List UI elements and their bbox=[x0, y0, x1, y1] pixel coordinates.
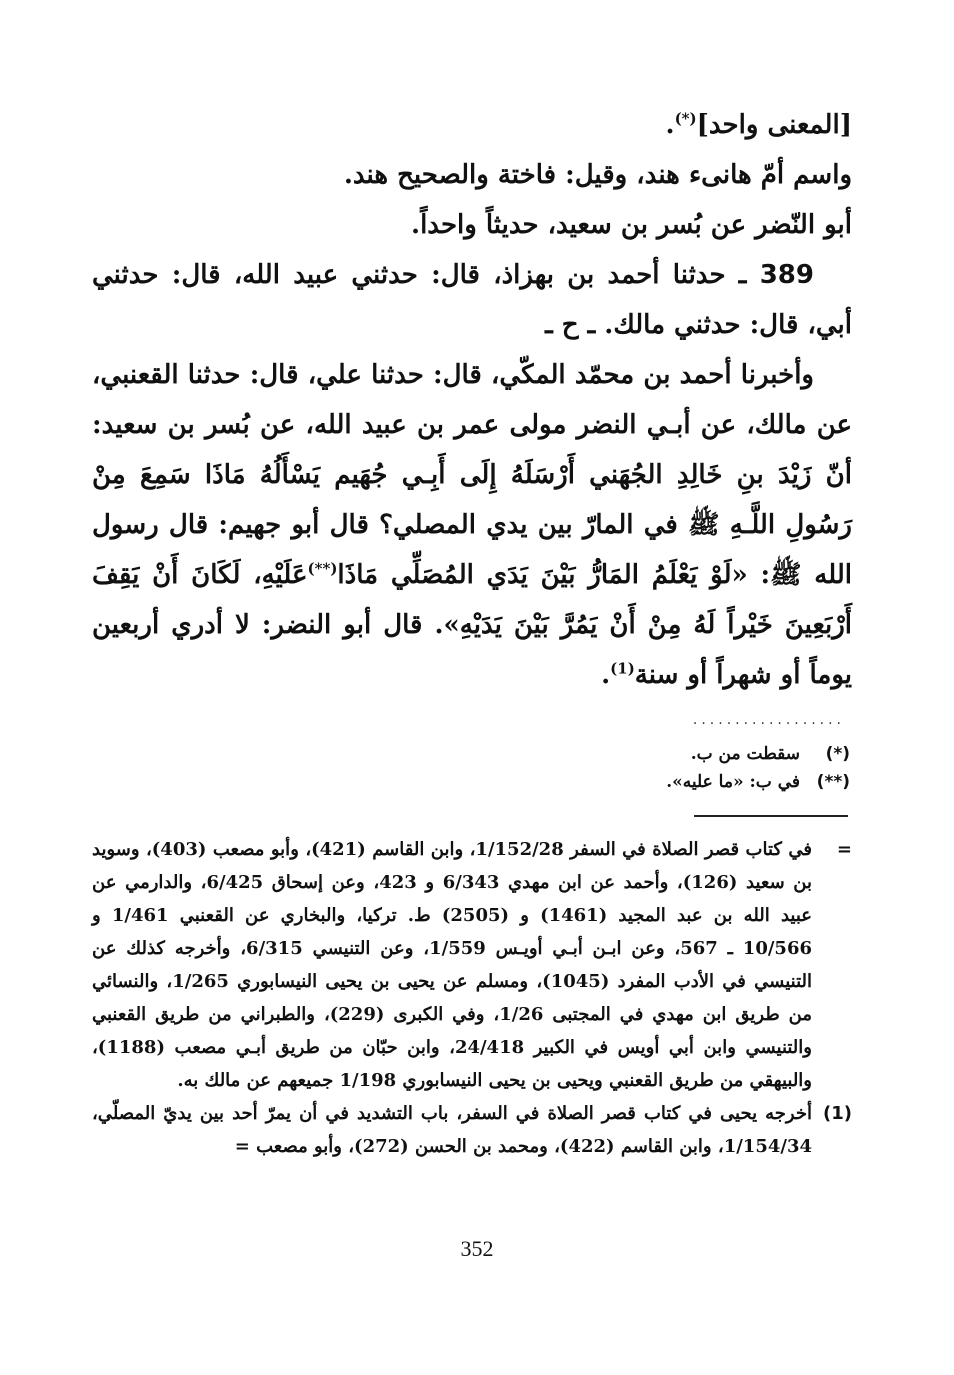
editor-notes bbox=[560, 740, 850, 796]
footnote bbox=[92, 833, 852, 1097]
editor-note bbox=[560, 740, 850, 768]
footnote-mark: = bbox=[836, 839, 852, 860]
main-text-block bbox=[92, 100, 852, 700]
note-mark: (**) bbox=[307, 559, 338, 578]
note-mark: (*) bbox=[674, 109, 697, 128]
hadith-paragraph bbox=[92, 250, 852, 350]
editor-note-mark: (*) bbox=[825, 744, 850, 764]
footnotes bbox=[92, 833, 852, 1163]
editor-note-text: سقطت من ب. bbox=[690, 744, 800, 764]
separator-dots: .................. bbox=[692, 712, 845, 726]
footnote bbox=[92, 1097, 852, 1163]
footnote-divider bbox=[694, 815, 848, 817]
hadith-text-part-2: عَلَيْهِ، لَكَانَ أَنْ يَقِفَ أَرْبَعِينَ خَيْراً لَهُ مِنْ أَنْ يَمُرَّ بَيْنَ يَدَيْهِ». قال أبو النضر: لا أدري أربعين يوماً أو شهراً أو سنة bbox=[92, 560, 852, 690]
footnote-text: في كتاب قصر الصلاة في السفر 1/152/28، وابن القاسم (421)، وأبو مصعب (403)، وسويد بن سعيد (126)، وأحمد عن ابن مهدي 6/343 و 423، وعن إسحاق 6/425، والدارمي عن عبيد الله بن عبد المجيد (1461) و (2505) ط. تركيا، والبخاري عن القعنبي 1/461 و 10/566 ـ 567، وعن ابـن أبـي أويـس 1/559، وعن التنيسي 6/315، وأخرجه كذلك عن التنيسي في الأدب المفرد (1045)، ومسلم عن يحيى بن يحيى النيسابوري 1/265، والنسائي من طريق ابن مهدي في المجتبى 1/26، وفي الكبرى (229)، والطبراني من طريق القعنبي والتنيسي وابن أبي أويس في الكبير 24/418، وابن حبّان من طريق أبـي مصعب (1188)، والبيهقي من طريق القعنبي ويحيى بن يحيى النيسابوري 1/198 جميعهم عن مالك به. bbox=[92, 839, 813, 1091]
editor-note-mark: (**) bbox=[816, 772, 850, 792]
main-paragraph-3: أبو النّضر عن بُسر بن سعيد، حديثاً واحداً. bbox=[411, 210, 852, 240]
hadith-chain: ـ حدثنا أحمد بن بهزاذ، قال: حدثني عبيد الله، قال: حدثني أبي، قال: حدثني مالك. ـ ح ـ bbox=[92, 260, 852, 340]
main-paragraph-2: واسم أمّ هانىء هند، وقيل: فاختة والصحيح هند. bbox=[343, 160, 852, 190]
hadith-number: 389 bbox=[759, 260, 814, 290]
hadith-text-paragraph bbox=[92, 350, 852, 700]
punctuation: . bbox=[665, 110, 675, 140]
page-number: 352 bbox=[460, 1236, 494, 1261]
footnote-mark: (1) bbox=[823, 1103, 852, 1124]
editor-note bbox=[560, 768, 850, 796]
editor-note-text: في ب: «ما عليه». bbox=[666, 772, 800, 792]
footnote-text: أخرجه يحيى في كتاب قصر الصلاة في السفر، باب التشديد في أن يمرّ أحد بين يديّ المصلّي، 1/154/34، وابن القاسم (422)، ومحمد بن الحسن (272)، وأبو مصعب = bbox=[92, 1103, 812, 1157]
bracketed-phrase: [المعنى واحد] bbox=[696, 110, 852, 140]
hadith-text-part-1: وأخبرنا أحمد بن محمّد المكّي، قال: حدثنا علي، قال: حدثنا القعنبي، عن مالك، عن أبـي النضر مولى عمر بن عبيد الله، عن بُسر بن سعيد: أنّ زَيْدَ بنِ خَالِدِ الجُهَني أَرْسَلَهُ إِلَى أَبِـي جُهَيم يَسْأَلُهُ مَاذَا سَمِعَ مِنْ رَسُولِ اللَّـهِ ﷺ في المارّ بين يدي المصلي؟ قال أبو جهيم: قال رسول الله ﷺ: «لَوْ يَعْلَمُ المَارُّ بَيْنَ يَدَي المُصَلِّي مَاذَا bbox=[92, 360, 852, 590]
footnote-mark: (1) bbox=[610, 659, 635, 678]
punctuation: . bbox=[601, 660, 611, 690]
main-line-1 bbox=[92, 100, 852, 150]
